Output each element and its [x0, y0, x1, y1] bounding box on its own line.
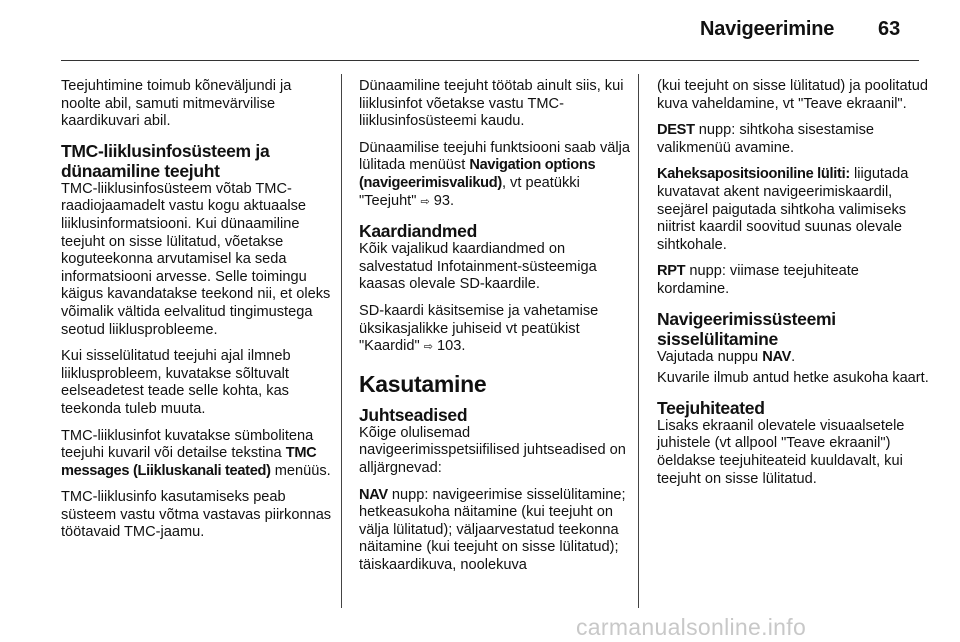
tmc-p3-text: TMC-liiklusinfot kuvatakse sümbolitena teejuhi kuvaril või detailse tekstina	[61, 427, 314, 462]
intro-paragraph: Teejuhtimine toimub kõneväljundi ja noolte abil, samuti mitmevärvilise kaardikuvari abil.	[61, 78, 292, 130]
column-2	[359, 78, 631, 583]
column-divider-2	[638, 74, 639, 608]
tmc-paragraph-2: Kui sisselülitatud teejuhi ajal ilmneb liiklusprobleem, kuvatakse sõltuvalt eelseadetest teade selle kohta, kas teekonda tuleb muuta.	[61, 348, 291, 417]
page-header	[0, 0, 960, 62]
page-number: 63	[878, 18, 901, 40]
switch-on-paragraph-1	[657, 349, 929, 367]
column-divider-1	[341, 74, 342, 608]
eight-way-text: liigutada kuvatavat akent navigeerimiskaardil, seejärel paigutada sihtkoha valimiseks niitrist kaardil soovitud suunas olevale sihtkohale.	[657, 166, 909, 253]
dyn-p2-mid: , vt peatükki "Teejuht"	[359, 174, 580, 209]
nav-button-ref: NAV	[762, 348, 792, 365]
map-data-heading: Kaardiandmed	[359, 221, 477, 242]
map-paragraph-2	[359, 303, 631, 357]
watermark: carmanualsonline.info	[576, 614, 807, 640]
nav-text: nupp: navigeerimise sisselülitamine; hetkeasukoha näitamine (kui teejuht on välja lülitatud); väljaarvestatud teekonna näitamine (kui teejuht on sisse lülitatud); täiskaardikuva, noolekuva	[359, 486, 626, 573]
dynamic-paragraph-1: Dünaamiline teejuht töötab ainult siis, kui liiklusinfot võetakse vastu TMC-liiklusinfosüsteemi kaudu.	[359, 78, 624, 130]
switch-on-paragraph-2: Kuvarile ilmub antud hetke asukoha kaart.	[657, 370, 929, 387]
guidance-messages-paragraph: Lisaks ekraanil olevatele visuaalsetele juhistele (vt allpool "Teave ekraanil") öeldakse teejuhiteateid kuuldavalt, kui teejuht on sisse lülitatud.	[657, 417, 905, 487]
dynamic-paragraph-2	[359, 140, 631, 211]
page-ref-arrow-icon: ⇨	[420, 195, 430, 208]
controls-paragraph: Kõige olulisemad navigeerimisspetsiifilised juhtseadised on alljärgnevad:	[359, 424, 626, 476]
map-p2-text: SD-kaardi käsitsemise ja vahetamise üksikasjalikke juhiseid vt peatükist "Kaardid"	[359, 302, 599, 355]
tmc-paragraph-4: TMC-liiklusinfo kasutamiseks peab süsteem vastu võtma vastavas piirkonnas töötavaid TMC-jaamu.	[61, 489, 332, 541]
header-divider	[61, 60, 919, 61]
tmc-paragraph-1: TMC-liiklusinfosüsteem võtab TMC-raadiojaamadelt vastu kogu aktuaalse liiklusinformatsiooni. Kui dünaamiline teejuht on sisse lülitatud, võetakse koguteekonna arvutamisel ka seda informatsiooni arvesse. Selle toimingu käigus kavandatakse teekond nii, et oleks võimalik vältida eelvalitud tingimustega seotud liiklusprobleeme.	[61, 180, 331, 338]
nav-description-continued: (kui teejuht on sisse lülitatud) ja poolitatud kuva vaheldamine, vt "Teave ekraanil".	[657, 78, 928, 112]
switch-p1-text: Vajutada nuppu	[657, 348, 763, 365]
dyn-p2-ref: 93.	[429, 192, 455, 209]
page-title: Navigeerimine	[700, 18, 835, 40]
switch-p1-end: .	[791, 348, 796, 365]
eight-way-label: Kaheksapositsiooniline lüliti:	[657, 166, 850, 183]
map-paragraph-1: Kõik vajalikud kaardiandmed on salvestatud Infotainment-süsteemiga kaasas olevale SD-kaardile.	[359, 241, 597, 293]
tmc-p3-end: menüüs.	[270, 462, 331, 479]
nav-button-description	[359, 487, 631, 575]
dest-text: nupp: sihtkoha sisestamise valikmenüü avamine.	[657, 122, 875, 156]
guidance-messages-heading: Teejuhiteated	[657, 397, 765, 418]
dyn-p2-text: Dünaamilise teejuhi funktsiooni saab välja lülitada menüüst	[359, 139, 630, 174]
eight-way-switch-description	[657, 166, 929, 254]
rpt-text: nupp: viimase teejuhiteate kordamine.	[657, 263, 859, 297]
tmc-heading: TMC-liiklusinfosüsteem ja dünaamiline teejuht	[61, 140, 270, 181]
dest-label: DEST	[657, 122, 695, 139]
dest-button-description	[657, 122, 929, 157]
column-3	[657, 78, 929, 497]
tmc-messages-menu: TMC messages (Liikluskanali teated)	[61, 445, 317, 479]
column-1	[61, 78, 333, 551]
nav-label: NAV	[359, 486, 388, 503]
page-ref-arrow-icon: ⇨	[423, 341, 433, 354]
switch-on-heading: Navigeerimissüsteemi sisselülitamine	[657, 308, 836, 349]
map-p2-ref: 103.	[432, 338, 466, 355]
rpt-button-description	[657, 263, 929, 298]
navigation-options-menu: Navigation options (navigeerimisvalikud)	[359, 157, 596, 191]
controls-heading: Juhtseadised	[359, 404, 468, 425]
rpt-label: RPT	[657, 263, 686, 280]
tmc-paragraph-3	[61, 428, 333, 481]
usage-heading: Kasutamine	[359, 370, 487, 397]
